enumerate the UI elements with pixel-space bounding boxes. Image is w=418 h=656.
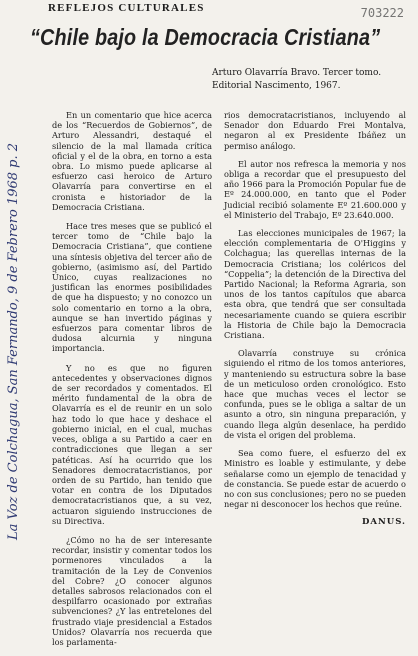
article-column-left (52, 110, 212, 656)
author-signature: DANUS. (362, 517, 406, 528)
paragraph: Y no es que no figuren antecedentes y observaciones dignos de ser recordados y comentados. El mérito fundamental de la obra de Olavarría es el de reunir en un solo haz todo lo que hace y deshace el gobierno inicial, en el cual, muchas veces, obliga a su Partido a caer en contradicciones que llegan a ser patéticas. Así ha ocurrido que los Senadores democratacristianos, por orden de su Partido, han tenido que votar en contra de los Diputados democratacristianos que, a su vez, actuaron siguiendo instrucciones de su Directiva. (52, 362, 212, 526)
paragraph: El autor nos refresca la memoria y nos obliga a recordar que el presupuesto del año 1966 para la Promoción Popular fue de Eº 24.000.000, en tanto que el Poder Judicial recibió solamente Eº 21.600.000 y el Ministerio del Trabajo, Eº 23.640.000. (224, 158, 406, 220)
handwritten-source-note: La Voz de Colchagua, San Fernando, 9 de Febrero 1968 p. 2 (6, 142, 21, 540)
section-label: REFLEJOS CULTURALES (48, 2, 205, 14)
paragraph: En un comentario que hice acerca de los “Recuerdos de Gobiernos”, de Arturo Alessandri, destaqué el silencio de la mal llamada crítica oficial y el de la obra, en torno a esta obra. Lo mismo puede aplicarse al esfuerzo casi heroico de Arturo Olavarría para convertirse en el cronista e historiador de la Democracia Cristiana. (52, 110, 212, 212)
article-column-right (224, 110, 406, 537)
article-headline: “Chile bajo la Democracia Cristiana” (30, 24, 381, 50)
paragraph: Las elecciones municipales de 1967; la elección complementaria de O'Higgins y Colchagua; las querellas internas de la Democracia Cristiana; los coléricos del “Coppelia”; la detención de la Directiva del Partido Nacional; la Reforma Agraria, son unos de los tantos capítulos que abarca esta obra, que tendrá que ser consultada necesariamente cuando se quiera escribir la Historia de Chile bajo la Democracia Cristiana. (224, 228, 406, 341)
archive-number: 703222 (360, 6, 404, 20)
paragraph: ¿Cómo no ha de ser interesante recordar, insistir y comentar todos los pormenores vinculados a la tramitación de la Ley de Convenios del Cobre? ¿O conocer algunos detalles sabrosos relacionados con el despilfarro ocasionado por extrañas subvenciones? ¿Y las entretelones del frustrado viaje presidencial a Estados Unidos? Olavarría nos recuerda que los parlamenta- (52, 534, 212, 647)
paragraph: rios democratacristianos, incluyendo al Senador don Eduardo Frei Montalva, negaron al ex Presidente Ibáñez un permiso análogo. (224, 110, 406, 151)
paragraph: Olavarría construye su crónica siguiendo el ritmo de los tomos anteriores, y manteniendo su estructura sobre la base de un meticuloso orden cronológico. Esto hace que muchas veces el lector se confunda, pues se le obliga a saltar de un asunto a otro, sin ninguna preparación, y cuando llega algún desenlace, ha perdido de vista el origen del problema. (224, 348, 406, 440)
paragraph: Sea como fuere, el esfuerzo del ex Ministro es loable y estimulante, y debe señalarse como un ejemplo de tenacidad y de constancia. Se puede estar de acuerdo o no con sus conclusiones; pero no se pueden negar ni desconocer los hechos que reúne. (224, 448, 406, 510)
paragraph: Hace tres meses que se publicó el tercer tomo de “Chile bajo la Democracia Cristiana”, que contiene una síntesis objetiva del tercer año de gobierno, (asimismo así, del Partido Único, cuyas realizaciones no justifican las enormes posibilidades de que ha dispuesto; y no conozco un solo comentario en torno a la obra, aunque se han invertido páginas y esfuerzos para comentar libros de dudosa alcurnia y ninguna importancia. (52, 221, 212, 354)
book-byline: Arturo Olavarría Bravo. Tercer tomo. Editorial Nascimento, 1967. (212, 68, 382, 91)
